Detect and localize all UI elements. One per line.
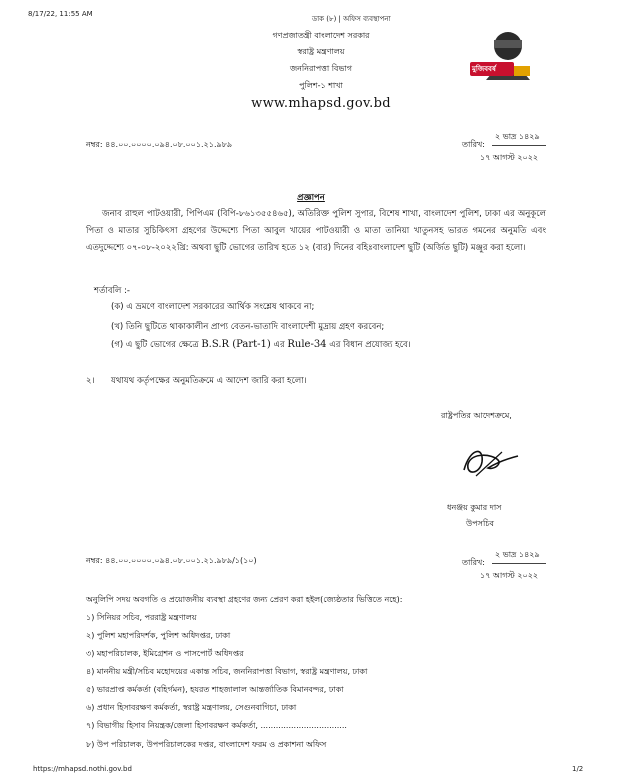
signatory-designation: উপসচিব bbox=[466, 519, 495, 528]
memo-date-en: ১৭ আগস্ট ২০২২ bbox=[480, 153, 539, 162]
print-datetime: 8/17/22, 11:55 AM bbox=[28, 10, 93, 18]
logo-text: মুজিববর্ষ bbox=[472, 65, 496, 73]
condition-3-prefix: (গ) এ ছুটি ভোগের ক্ষেত্রে bbox=[111, 340, 202, 350]
copy-item: ৬) প্রধান হিসাবরক্ষণ কর্মকর্তা, স্বরাষ্ট্র মন্ত্রণালয়, সেগুনবাগিচা, ঢাকা bbox=[86, 703, 297, 712]
copy-item: ৩) মহাপরিচালক, ইমিগ্রেশন ও পাসপোর্ট অধিদপ্তর bbox=[86, 649, 244, 658]
memo2-date-label: তারিখ: bbox=[462, 558, 485, 567]
copy-item: ৮) উপ পরিচালক, উপপরিচালকের দপ্তর, বাংলাদেশ ফরম ও প্রকাশনা অফিস bbox=[86, 740, 327, 749]
date-divider-2 bbox=[492, 563, 546, 564]
condition-3-suffix: এর বিধান প্রযোজ্য হবে। bbox=[326, 340, 411, 350]
memo2-date-en: ১৭ আগস্ট ২০২২ bbox=[480, 571, 539, 580]
conditions-heading: শর্তাবলি :- bbox=[94, 286, 131, 296]
dak-label: ডাক (৮) | অফিস ব্যবস্থাপনা bbox=[312, 15, 391, 23]
signatory-name: ধনঞ্জয় কুমার দাস bbox=[447, 503, 502, 512]
document-title: প্রজ্ঞাপন bbox=[297, 193, 325, 203]
signature-image bbox=[458, 440, 522, 480]
footer-url[interactable]: https://mhapsd.nothi.gov.bd bbox=[33, 765, 132, 773]
order-line: রাষ্ট্রপতির আদেশক্রমে, bbox=[441, 411, 512, 420]
condition-3-mid: এর bbox=[270, 340, 288, 350]
date-divider bbox=[492, 145, 546, 146]
condition-item: (খ) তিনি ছুটিতে থাকাকালীন প্রাপ্য বেতন-ভাতাদি বাংলাদেশী মুদ্রায় গ্রহণ করবেন; bbox=[111, 322, 385, 332]
memo-number-label: নম্বর: bbox=[86, 140, 103, 149]
memo2-number bbox=[86, 555, 257, 568]
copy-item: ৪) মাননীয় মন্ত্রী/সচিব মহোদয়ের একান্ত সচিব, জননিরাপত্তা বিভাগ, স্বরাষ্ট্র মন্ত্রণালয়, ঢাকা bbox=[86, 667, 368, 676]
condition-item-3 bbox=[111, 338, 411, 352]
memo-number-value: ৪৪.০০.০০০০.০৯৪.০৮.০০১.২১.৯৮৯ bbox=[105, 140, 233, 149]
condition-item: (ক) এ ভ্রমণে বাংলাদেশ সরকারের আর্থিক সংশ্লেষ থাকবে না; bbox=[111, 302, 315, 312]
letterhead-govt: গণপ্রজাতন্ত্রী বাংলাদেশ সরকার bbox=[272, 31, 370, 40]
copy-intro: অনুলিপি সদয় অবগতি ও প্রয়োজনীয় ব্যবস্থা গ্রহণের জন্য প্রেরণ করা হইল(জ্যেষ্ঠতার ভিত্তিতে নহে): bbox=[86, 595, 403, 604]
memo-date-bn: ২ ভাদ্র ১৪২৯ bbox=[495, 132, 540, 141]
copy-item: ৫) ভারপ্রাপ্ত কর্মকর্তা (বহির্গমন), হযরত শাহজালাল আন্তর্জাতিক বিমানবন্দর, ঢাকা bbox=[86, 685, 344, 694]
page-number: 1/2 bbox=[572, 765, 584, 773]
letterhead-branch: পুলিশ-১ শাখা bbox=[299, 81, 343, 90]
letterhead-ministry: স্বরাষ্ট্র মন্ত্রণালয় bbox=[297, 47, 345, 56]
memo2-number-label: নম্বর: bbox=[86, 556, 103, 565]
copy-item: ৭) বিভাগীয় হিসাব নিয়ন্ত্রক/জেলা হিসাবরক্ষণ কর্মকর্তা, .................................. bbox=[86, 721, 347, 730]
condition-3-bsr: B.S.R (Part-1) bbox=[201, 339, 271, 350]
letterhead-division: জননিরাপত্তা বিভাগ bbox=[290, 64, 352, 73]
memo2-number-value: ৪৪.০০.০০০০.০৯৪.০৮.০০১.২১.৯৮৯/১(১০) bbox=[105, 556, 257, 565]
copy-item: ১) সিনিয়র সচিব, পররাষ্ট্র মন্ত্রণালয় bbox=[86, 613, 197, 622]
memo2-date-bn: ২ ভাদ্র ১৪২৯ bbox=[495, 550, 540, 559]
website-url[interactable]: www.mhapsd.gov.bd bbox=[251, 96, 391, 111]
memo-number bbox=[86, 139, 232, 152]
body-paragraph: জনাব রাহুল পাটওয়ারী, পিপিএম (বিপি-৮৬১৩৫৫৪৬৫), অতিরিক্ত পুলিশ সুপার, বিশেষ শাখা, বাংলাদেশ পুলিশ, ঢাকা এর অনুকূলে পিতা ও মাতার সুচিকিৎসা গ্রহণের উদ্দেশ্যে পিতা আবুল খায়ের পাটওয়ারী ও মাতা তানিয়া খাতুনসহ ভারত গমনের অনুমতি এবং এতদুদ্দেশ্যে ০৭-০৮-২০২২খ্রি: অথবা ছুটি ভোগের তারিখ হতে ১২ (বার) দিনের বহিঃবাংলাদেশ ছুটি (অর্জিত ছুটি) মঞ্জুর করা হলো। bbox=[86, 209, 546, 253]
mujib-borsho-logo bbox=[468, 22, 544, 82]
para2-text: যথাযথ কর্তৃপক্ষের অনুমতিক্রমে এ আদেশ জারি করা হলো। bbox=[111, 376, 307, 386]
condition-3-rule: Rule-34 bbox=[287, 339, 327, 350]
para2-number: ২। bbox=[86, 376, 95, 386]
copy-item: ২) পুলিশ মহাপরিদর্শক, পুলিশ অধিদপ্তর, ঢাকা bbox=[86, 631, 231, 640]
memo-date-label: তারিখ: bbox=[462, 140, 485, 149]
